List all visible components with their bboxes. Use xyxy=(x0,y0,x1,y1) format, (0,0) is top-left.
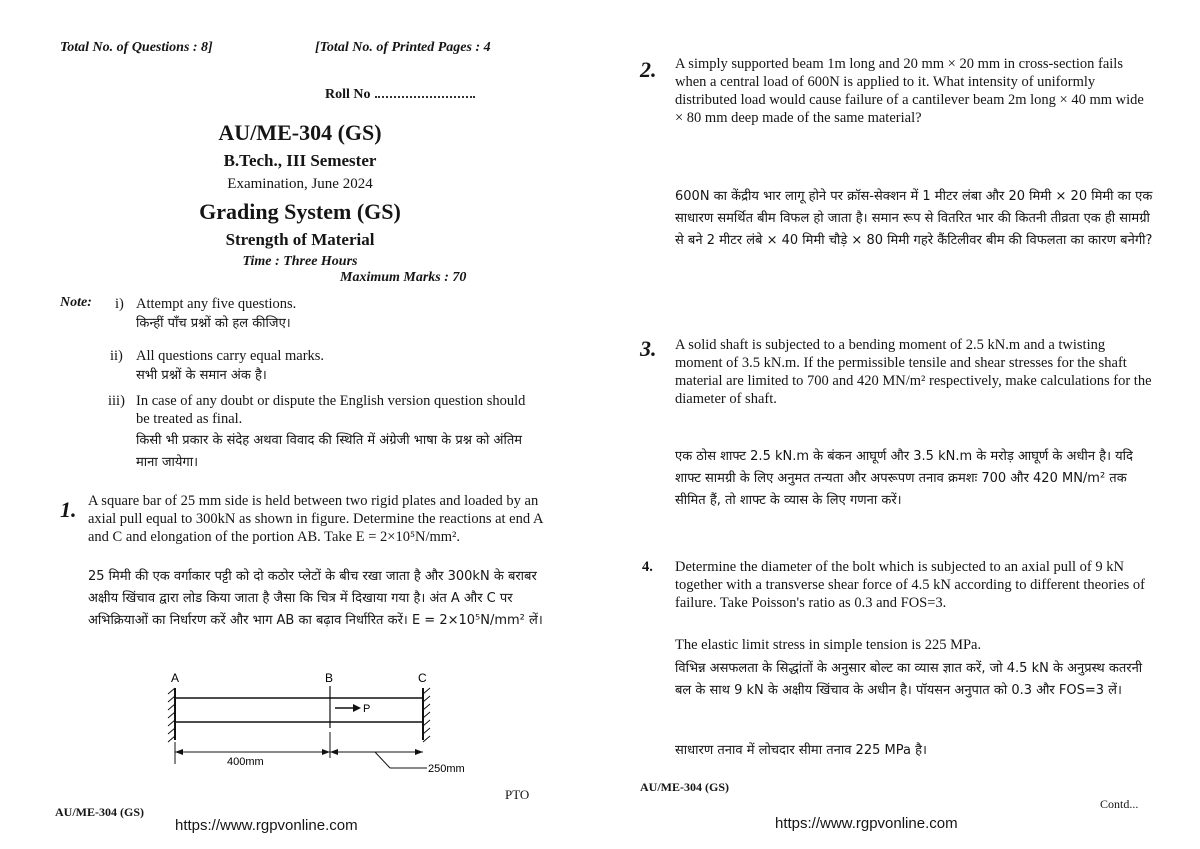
footer-url[interactable]: https://www.rgpvonline.com xyxy=(175,817,358,834)
note-hindi: किसी भी प्रकार के संदेह अथवा विवाद की स्थिति में अंग्रेजी भाषा के प्रश्न को अंतिम माना जायेगा। xyxy=(136,433,523,470)
footer-paper-code: AU/ME-304 (GS) xyxy=(55,805,144,819)
label-a: A xyxy=(171,671,180,685)
question-hindi: 600N का केंद्रीय भार लागू होने पर क्रॉस-सेक्शन में 1 मीटर लंबा और 20 मिमी × 20 मिमी का एक साधारण समर्थित बीम विफल हो जाता है। समान रूप से वितरित भार की कितनी तीव्रता एक ही सामग्री से बने 2 मीटर लंबे × 40 मिमी चौड़े × 80 मिमी गहरे कैंटिलीवर बीम की विफलता का कारण बनेगी? xyxy=(675,189,1153,248)
label-b: B xyxy=(325,671,334,685)
right-page xyxy=(600,0,1200,849)
roll-number-field xyxy=(325,87,475,103)
max-marks: Maximum Marks : 70 xyxy=(340,270,467,285)
roll-label: Roll No xyxy=(325,87,371,102)
note-english: Attempt any five questions. xyxy=(136,296,297,312)
bar-diagram xyxy=(165,668,465,778)
dimension-bc: 250mm xyxy=(428,763,465,775)
question-hindi: एक ठोस शाफ्ट 2.5 kN.m के बंकन आघूर्ण और 3.5 kN.m के मरोड़ आघूर्ण के अधीन है। यदि शाफ्ट सामग्री के लिए अनुमत तन्यता और अपरूपण तनाव क्रमशः 700 और 420 MN/m² तक सीमित हैं, तो शाफ्ट के व्यास के लिए गणना करें। xyxy=(675,449,1133,508)
exam-session: Examination, June 2024 xyxy=(227,176,373,192)
question-hindi-extra: साधारण तनाव में लोचदार सीमा तनाव 225 MPa है। xyxy=(675,743,927,758)
question-english: A solid shaft is subjected to a bending moment of 2.5 kN.m and a twisting moment of 3.5 kN.m. If the permissible tensile and shear stresses for the shaft material are limited to 700 and 420 MN/m² respectively, make calculations for the diameter of shaft. xyxy=(675,337,1152,407)
question-number: 1. xyxy=(60,497,77,522)
note-number: ii) xyxy=(110,348,123,364)
subject-title: Strength of Material xyxy=(225,230,375,249)
total-pages: [Total No. of Printed Pages : 4 xyxy=(315,40,491,55)
question-hindi: 25 मिमी की एक वर्गाकार पट्टी को दो कठोर प्लेटों के बीच रखा जाता है और 300kN के बराबर अक्षीय खिंचाव द्वारा लोड किया जाता है जैसा कि चित्र में दिखाया गया है। अंत A और C पर अभिक्रियाओं का निर्धारण करें और भाग AB का बढ़ाव निर्धारित करें। E = 2×10⁵N/mm² लें। xyxy=(88,569,543,628)
note-number: i) xyxy=(115,296,124,312)
question-number: 3. xyxy=(640,336,657,361)
note-english: In case of any doubt or dispute the English version question should be treated as final. xyxy=(136,393,526,427)
roll-blank-line xyxy=(375,96,475,98)
footer-url[interactable]: https://www.rgpvonline.com xyxy=(775,815,958,832)
label-c: C xyxy=(418,671,427,685)
footer-paper-code: AU/ME-304 (GS) xyxy=(640,780,729,794)
question-english: A square bar of 25 mm side is held between two rigid plates and loaded by an axial pull equal to 300kN as shown in figure. Determine the reactions at end A and C and elongation of the portion AB. Take E = 2×10⁵N/mm². xyxy=(88,493,543,545)
question-english-extra: The elastic limit stress in simple tension is 225 MPa. xyxy=(675,637,982,653)
label-p: P xyxy=(363,703,371,715)
question-number: 4. xyxy=(642,559,653,575)
dimension-ab: 400mm xyxy=(227,756,264,768)
paper-code: AU/ME-304 (GS) xyxy=(218,120,382,145)
note-english: All questions carry equal marks. xyxy=(136,348,325,364)
note-label: Note: xyxy=(60,295,92,310)
question-hindi: विभिन्न असफलता के सिद्धांतों के अनुसार बोल्ट का व्यास ज्ञात करें, जो 4.5 kN के अनुप्रस्थ कतरनी बल के साथ 9 kN के अक्षीय खिंचाव के अधीन है। पॉयसन अनुपात को 0.3 और FOS=3 लें। xyxy=(675,661,1143,698)
pto-marker: PTO xyxy=(505,787,530,802)
grading-system: Grading System (GS) xyxy=(199,199,401,224)
continued-marker: Contd... xyxy=(1100,797,1139,811)
note-hindi: किन्हीं पाँच प्रश्नों को हल कीजिए। xyxy=(136,316,291,331)
question-english: Determine the diameter of the bolt which is subjected to an axial pull of 9 kN together with a transverse shear force of 4.5 kN according to different theories of failure. Take Poisson's ratio as 0.3 and FOS=3. xyxy=(675,559,1145,611)
total-questions: Total No. of Questions : 8] xyxy=(60,40,213,55)
note-hindi: सभी प्रश्नों के समान अंक है। xyxy=(136,368,267,383)
program-semester: B.Tech., III Semester xyxy=(223,151,377,170)
exam-time: Time : Three Hours xyxy=(242,254,358,269)
note-number: iii) xyxy=(108,393,125,409)
question-english: A simply supported beam 1m long and 20 mm × 20 mm in cross-section fails when a central load of 600N is applied to it. What intensity of uniformly distributed load would cause failure of a cantilever beam 2m long × 40 mm wide × 80 mm deep made of the same material? xyxy=(675,56,1144,126)
question-number: 2. xyxy=(640,57,657,82)
